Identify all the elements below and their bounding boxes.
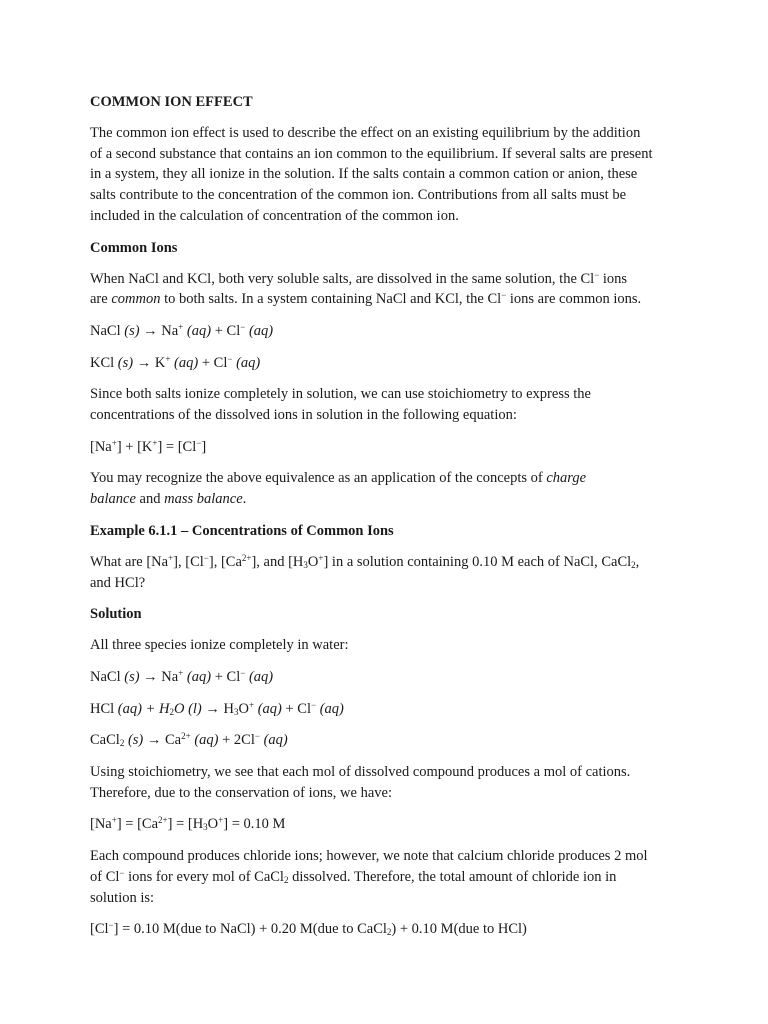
equation-nacl-2: NaCl (s) → Na+ (aq) + Cl− (aq) — [90, 667, 274, 685]
recognize-line: You may recognize the above equivalence as an application of the concepts of charge — [90, 470, 587, 487]
equation-nacl: NaCl (s) → Na+ (aq) + Cl− (aq) — [90, 321, 274, 339]
page-title: COMMON ION EFFECT — [90, 94, 253, 110]
chloride-line: Each compound produces chloride ions; however, we note that calcium chloride produces 2 mol — [90, 848, 648, 865]
intro-line: salts contribute to the concentration of the common ion. Contributions from all salts must be — [90, 187, 627, 204]
cation-equation: $[Na^+] = [Ca^{2+}] = [H_3O^+] = 0.10$ M — [90, 815, 286, 833]
solution-heading: Solution — [90, 606, 142, 623]
document-page — [90, 92, 690, 951]
using-stoich-line: Using stoichiometry, we see that each mol of dissolved compound produces a mol of cations. — [90, 764, 631, 781]
equation-hcl: HCl $(aq) + H_2O$ $(l) \to H_3O^+$ (aq) + Cl− (aq) — [90, 699, 344, 717]
example-heading: Example 6.1.1 – Concentrations of Common Ions — [90, 522, 394, 539]
intro-paragraph — [90, 123, 690, 227]
chloride-line: solution is: — [90, 889, 155, 906]
stoich-line: concentrations of the dissolved ions in solution in the following equation: — [90, 407, 517, 424]
using-stoich-paragraph — [90, 762, 690, 803]
stoichiometry-paragraph — [90, 384, 690, 425]
chloride-line: of Cl− ions for every mol of CaCl$_2$ dissolved. Therefore, the total amount of chloride ion in — [90, 867, 617, 885]
intro-line: The common ion effect is used to describe the effect on an existing equilibrium by the addition — [90, 125, 641, 141]
common-ions-line: When NaCl and KCl, both very soluble salts, are dissolved in the same solution, the Cl− ions — [90, 269, 628, 287]
equation-cacl2: CaCl$_2$ $(s) \to Ca^{2+}$ (aq) + 2Cl− (aq) — [90, 731, 288, 749]
balance-equation: [Na+] + [K+] = [Cl−] — [90, 437, 207, 455]
common-ions-paragraph — [90, 269, 690, 310]
equation-kcl: KCl (s) → K+ (aq) + Cl− (aq) — [90, 353, 261, 371]
common-ions-heading: Common Ions — [90, 239, 178, 256]
recognize-paragraph — [90, 468, 690, 509]
all-three-text: All three species ionize completely in water: — [90, 637, 349, 654]
common-ions-line: are common to both salts. In a system containing NaCl and KCl, the Cl− ions are common ions. — [90, 290, 642, 308]
intro-line: in a system, they all ionize in the solution. If the salts contain a common cation or anion, these — [90, 166, 638, 183]
example-line: What are [Na+], [Cl−], $[Ca^{2+}]$, and $[H_3O^+]$ in a solution containing 0.10 M each of NaCl, CaCl$_2$, — [90, 552, 640, 570]
using-stoich-line: Therefore, due to the conservation of ions, we have: — [90, 784, 392, 801]
chloride-equation: [Cl−] = 0.10 M(due to NaCl) + 0.20 M(due to CaCl$_2$) + 0.10 M(due to HCl) — [90, 920, 527, 938]
intro-line: of a second substance that contains an ion common to the equilibrium. If several salts are present — [90, 145, 653, 162]
chloride-paragraph — [90, 846, 690, 908]
stoich-line: Since both salts ionize completely in solution, we can use stoichiometry to express the — [90, 386, 591, 403]
example-question — [90, 552, 690, 593]
intro-line: included in the calculation of concentration of the common ion. — [90, 207, 459, 224]
example-line: and HCl? — [90, 574, 146, 591]
recognize-line: balance and mass balance. — [90, 491, 247, 508]
